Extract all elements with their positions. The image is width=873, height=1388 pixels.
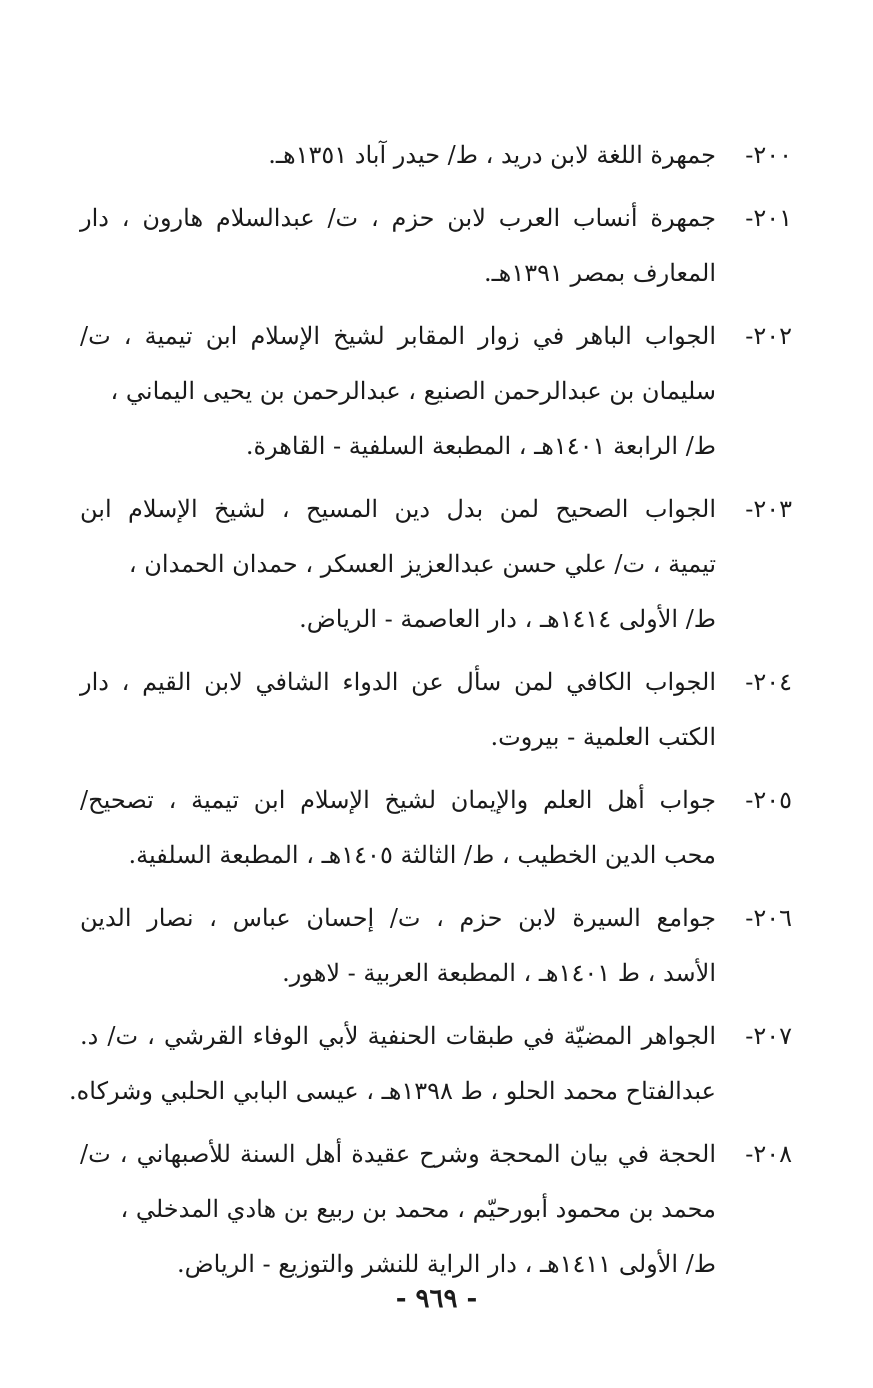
entry-text: تيمية ، ت/ علي حسن عبدالعزيز العسكر ، حمدان الحمدان ،: [128, 550, 716, 578]
entry-line: [80, 655, 792, 710]
entry-line: [80, 1127, 792, 1182]
entry-line: [80, 419, 792, 474]
entry-number: ٢٠٧-: [745, 1022, 792, 1050]
entry-text: الجواهر المضيّة في طبقات الحنفية لأبي الوفاء القرشي ، ت/ د.: [80, 1022, 716, 1050]
entry-text: محب الدين الخطيب ، ط/ الثالثة ١٤٠٥هـ ، المطبعة السلفية.: [128, 841, 716, 869]
bibliography-entry: [80, 773, 792, 883]
entry-line: [80, 710, 792, 765]
entry-text: جواب أهل العلم والإيمان لشيخ الإسلام ابن تيمية ، تصحيح/: [80, 786, 716, 814]
entry-line: [80, 946, 792, 1001]
entry-text: الأسد ، ط ١٤٠١هـ ، المطبعة العربية - لاهور.: [282, 959, 716, 987]
bibliography-entry: [80, 128, 792, 183]
page-number: - ٩٦٩ -: [395, 1284, 478, 1314]
entry-text: عبدالفتاح محمد الحلو ، ط ١٣٩٨هـ ، عيسى البابي الحلبي وشركاه.: [69, 1077, 716, 1105]
entry-line: [80, 891, 792, 946]
entry-number: ٢٠٥-: [745, 786, 792, 814]
bibliography-entry: [80, 309, 792, 474]
entry-line: [80, 592, 792, 647]
entry-line: [80, 773, 792, 828]
entry-text: ط/ الأولى ١٤١١هـ ، دار الراية للنشر والتوزيع - الرياض.: [177, 1250, 716, 1278]
entry-number: ٢٠٦-: [745, 904, 792, 932]
bibliography-entry: [80, 191, 792, 301]
entry-line: [69, 1064, 792, 1119]
bibliography-entry: [69, 1009, 792, 1119]
entry-text: سليمان بن عبدالرحمن الصنيع ، عبدالرحمن بن يحيى اليماني ،: [110, 377, 716, 405]
entry-line: [80, 482, 792, 537]
entry-text: جوامع السيرة لابن حزم ، ت/ إحسان عباس ، نصار الدين: [80, 904, 716, 932]
entry-number: ٢٠٤-: [745, 668, 792, 696]
entry-text: جمهرة أنساب العرب لابن حزم ، ت/ عبدالسلام هارون ، دار: [80, 204, 716, 232]
entry-text: محمد بن محمود أبورحيّم ، محمد بن ربيع بن هادي المدخلي ،: [120, 1195, 716, 1223]
entry-text: المعارف بمصر ١٣٩١هـ.: [484, 259, 716, 287]
entry-line: [80, 128, 792, 183]
entry-line: [80, 364, 792, 419]
bibliography-entry: [80, 1127, 792, 1292]
entry-line: [80, 828, 792, 883]
entry-line: [80, 1009, 792, 1064]
entry-text: الجواب الكافي لمن سأل عن الدواء الشافي لابن القيم ، دار: [80, 668, 716, 696]
entry-number: ٢٠٨-: [745, 1140, 792, 1168]
entry-number: ٢٠٢-: [745, 322, 792, 350]
entry-line: [80, 191, 792, 246]
entry-number: ٢٠٣-: [745, 495, 792, 523]
entry-line: [80, 246, 792, 301]
entry-text: الكتب العلمية - بيروت.: [490, 723, 716, 751]
bibliography-entry: [80, 891, 792, 1001]
entry-text: ط/ الأولى ١٤١٤هـ ، دار العاصمة - الرياض.: [299, 605, 716, 633]
bibliography-list: [69, 128, 792, 1300]
entry-line: [80, 537, 792, 592]
entry-text: جمهرة اللغة لابن دريد ، ط/ حيدر آباد ١٣٥١هـ.: [268, 141, 716, 169]
entry-text: الحجة في بيان المحجة وشرح عقيدة أهل السنة للأصبهاني ، ت/: [80, 1140, 716, 1168]
entry-number: ٢٠١-: [745, 204, 792, 232]
entry-line: [80, 1182, 792, 1237]
bibliography-entry: [80, 655, 792, 765]
entry-text: ط/ الرابعة ١٤٠١هـ ، المطبعة السلفية - القاهرة.: [245, 432, 716, 460]
bibliography-entry: [80, 482, 792, 647]
entry-number: ٢٠٠-: [745, 141, 792, 169]
entry-line: [80, 309, 792, 364]
entry-text: الجواب الصحيح لمن بدل دين المسيح ، لشيخ الإسلام ابن: [80, 495, 716, 523]
entry-text: الجواب الباهر في زوار المقابر لشيخ الإسلام ابن تيمية ، ت/: [80, 322, 716, 350]
